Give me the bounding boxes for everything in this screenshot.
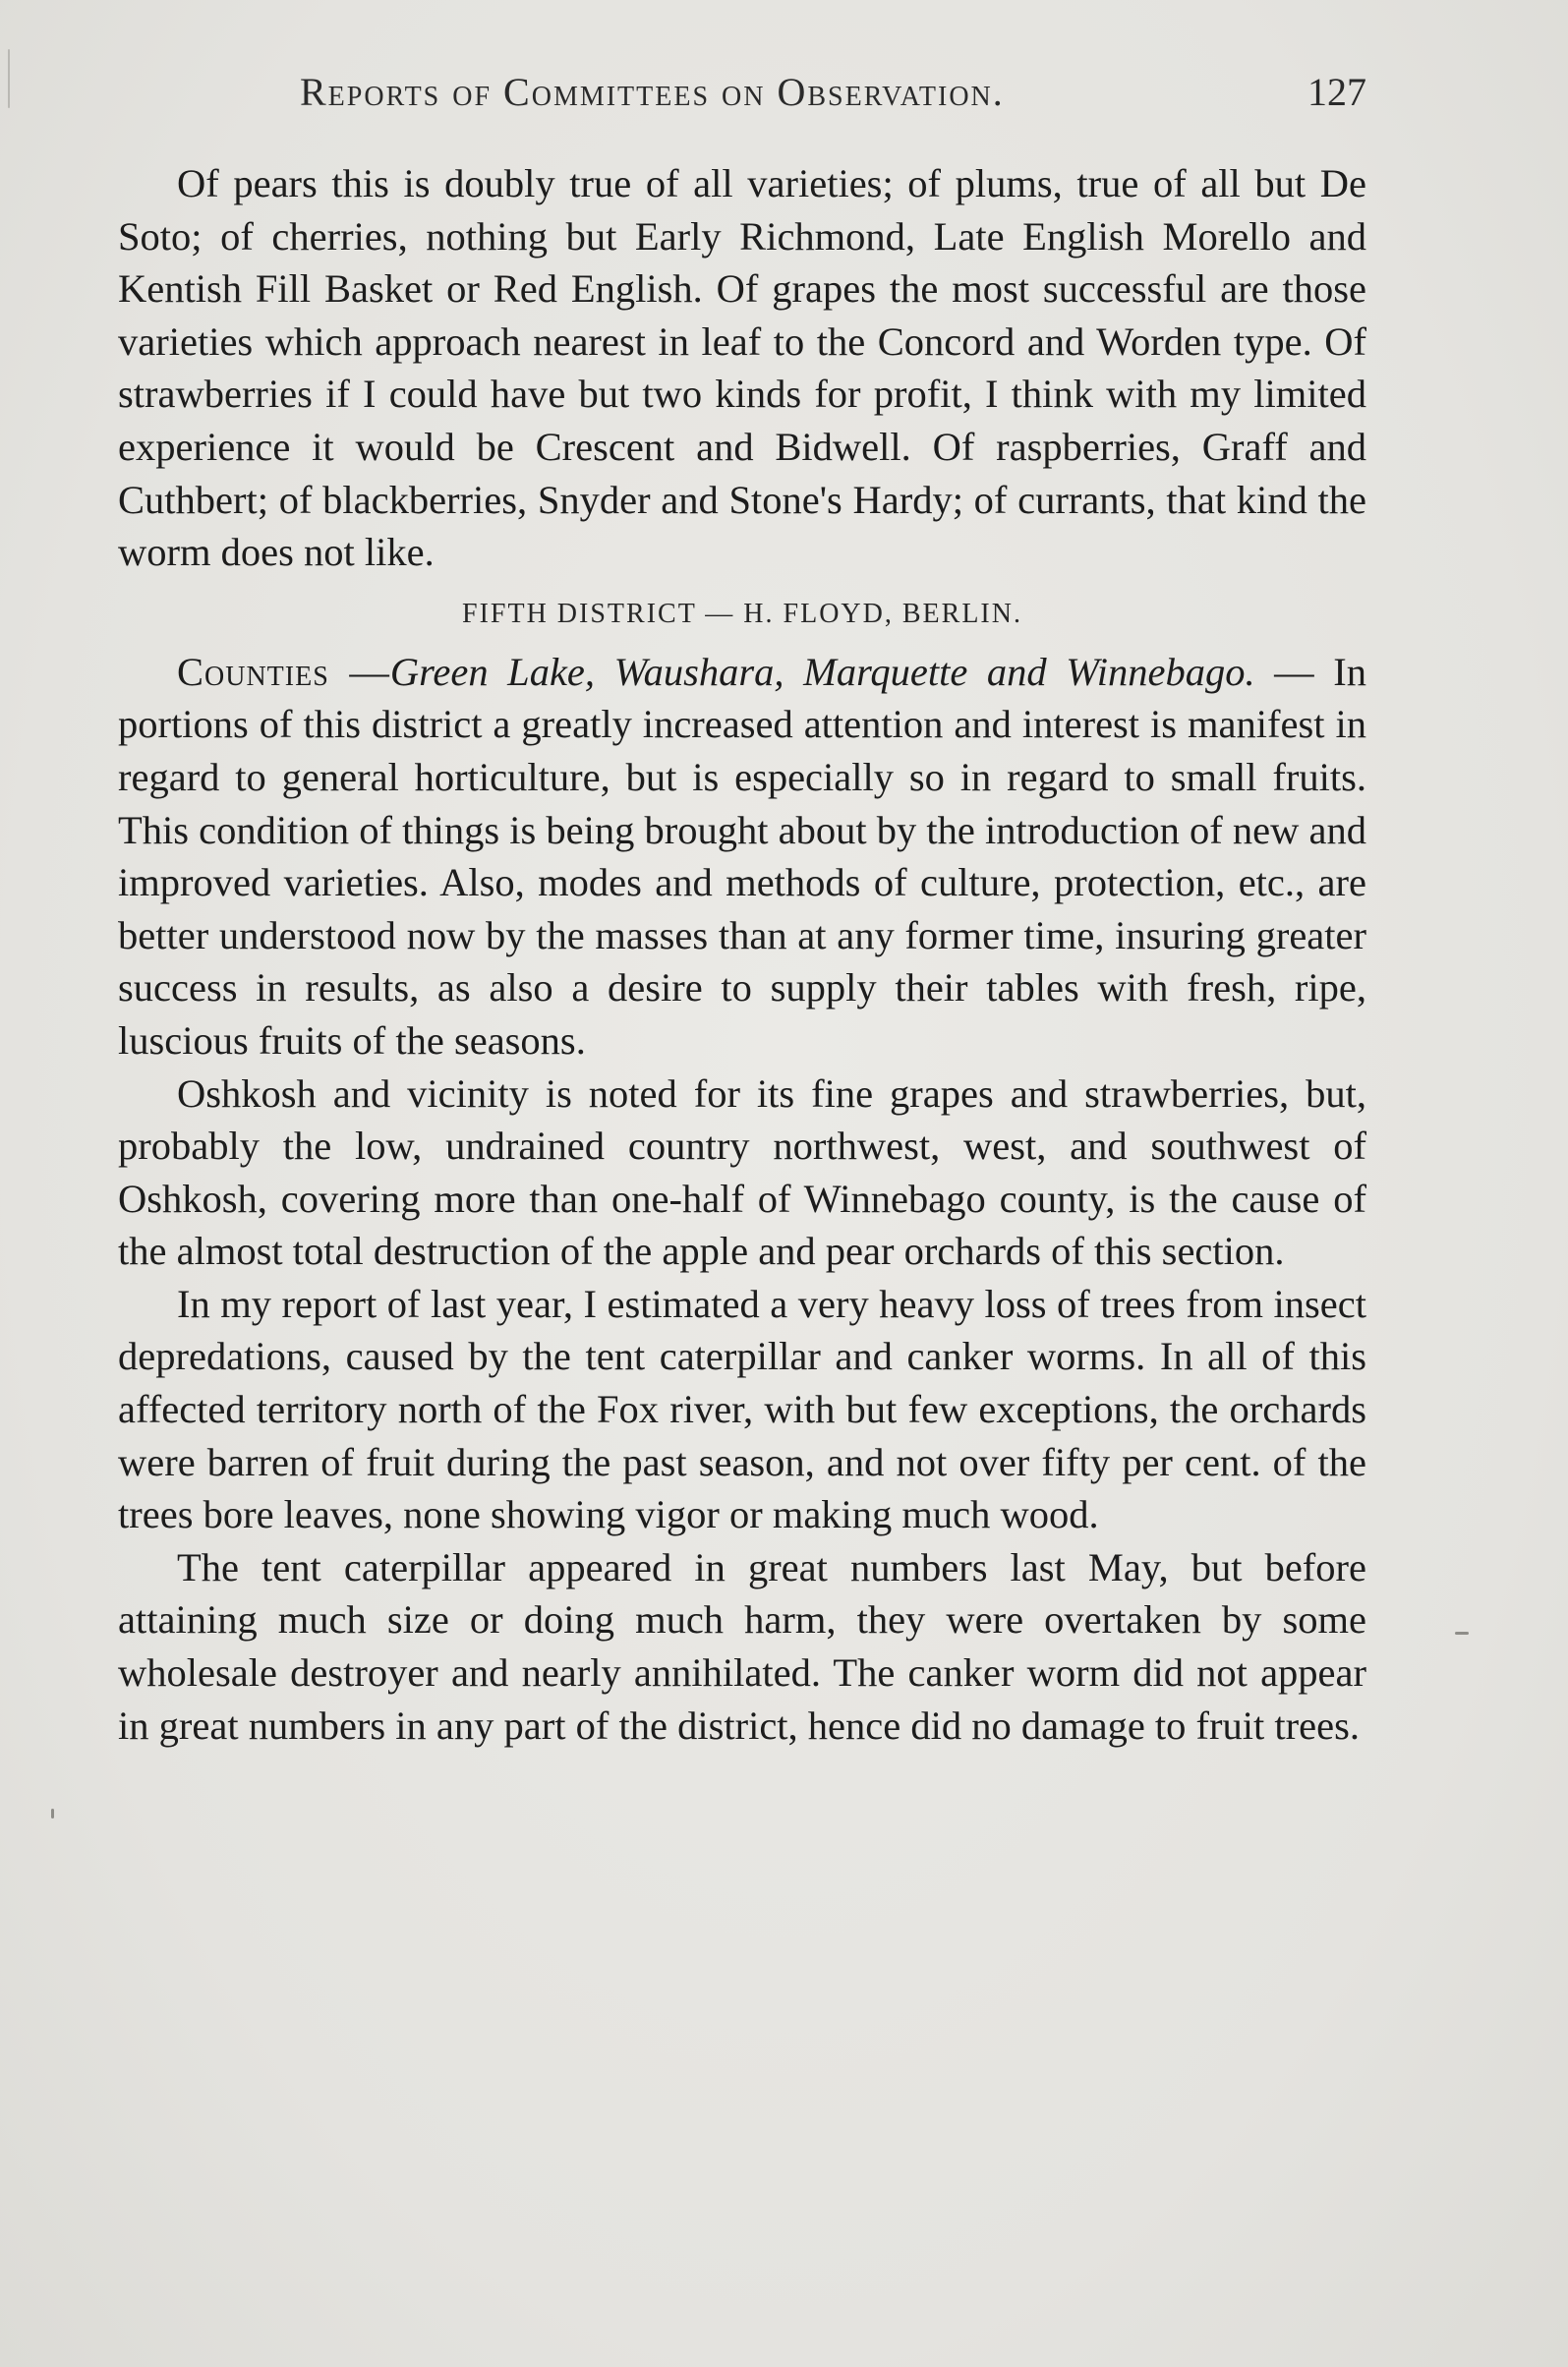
page-header [118, 69, 1366, 128]
counties-list: Green Lake, Waushara, Marquette and Winnebago. [389, 649, 1255, 694]
counties-lead: Counties — [177, 649, 390, 694]
paragraph-tent-caterpillar: The tent caterpillar appeared in great numbers last May, but before attaining much size or doing much harm, they were overtaken by some wholesale destroyer and nearly annihilated. The canker worm did not appear in great numbers in any part of the district, hence did no damage to fruit trees. [118, 1544, 1366, 1748]
speck [1455, 1632, 1469, 1635]
body-text [118, 157, 1366, 1752]
paragraph-counties [118, 646, 1366, 1068]
counties-text: — In portions of this district a greatly increased attention and interest is manifest in regard to general horticulture, but is especially so in regard to small fruits. This condition of things is being brought about by the introduction of new and improved varieties. Also, modes and methods of culture, protection, etc., are better understood now by the masses than at any former time, insuring greater success in results, as also a desire to supply their tables with fresh, ripe, luscious fruits of the seasons. [118, 649, 1367, 1063]
speck [8, 49, 10, 108]
running-head: Reports of Committees on Observation. [300, 70, 1005, 114]
speck [51, 1809, 54, 1819]
paragraph-fruit-varieties: Of pears this is doubly true of all varieties; of plums, true of all but De Soto; of cherries, nothing but Early Richmond, Late English Morello and Kentish Fill Basket or Red English. Of grapes the most successful are those varieties which approach nearest in leaf to the Concord and Worden type. Of strawberries if I could have but two kinds for profit, I think with my limited experience it would be Crescent and Bidwell. Of raspberries, Graff and Cuthbert; of blackberries, Snyder and Stone's Hardy; of currants, that kind the worm does not like. [118, 161, 1366, 575]
paragraph-insect-depredations: In my report of last year, I estimated a very heavy loss of trees from insect depredations, caused by the tent caterpillar and canker worms. In all of this affected territory north of the Fox river, with but few exceptions, the orchards were barren of fruit during the past season, and not over fifty per cent. of the trees bore leaves, none showing vigor or making much wood. [118, 1281, 1366, 1537]
page-number: 127 [1307, 70, 1366, 114]
section-heading-fifth-district: FIFTH DISTRICT — H. FLOYD, BERLIN. [462, 598, 1022, 629]
paragraph-oshkosh: Oshkosh and vicinity is noted for its fine grapes and strawberries, but, probably the low, undrained country northwest, west, and southwest of Oshkosh, covering more than one-half of Winnebago county, is the cause of the almost total destruction of the apple and pear orchards of this section. [118, 1070, 1366, 1274]
